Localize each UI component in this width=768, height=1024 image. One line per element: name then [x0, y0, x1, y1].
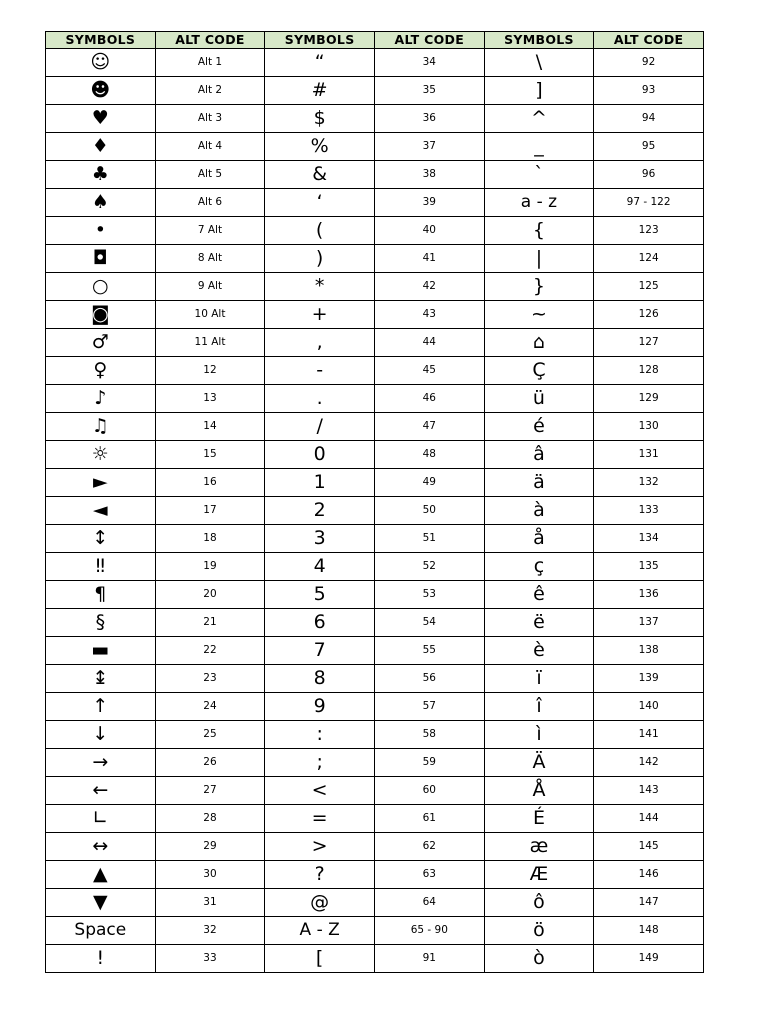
- symbol-cell: 2: [265, 497, 375, 525]
- symbol-cell: ☺: [46, 49, 156, 77]
- symbol-cell: (: [265, 217, 375, 245]
- table-row: [46, 217, 704, 245]
- alt-code-cell: 53: [374, 581, 484, 609]
- header-alt-code-1: ALT CODE: [155, 32, 265, 49]
- table-row: [46, 777, 704, 805]
- alt-code-cell: 142: [594, 749, 704, 777]
- symbol-cell: ▬: [46, 637, 156, 665]
- symbol-cell: à: [484, 497, 594, 525]
- symbol-cell: ♣: [46, 161, 156, 189]
- alt-code-table: [45, 31, 704, 973]
- alt-code-cell: Alt 1: [155, 49, 265, 77]
- symbol-cell: ä: [484, 469, 594, 497]
- symbol-cell: ↑: [46, 693, 156, 721]
- symbol-cell: <: [265, 777, 375, 805]
- symbol-cell: ¶: [46, 581, 156, 609]
- alt-code-cell: 137: [594, 609, 704, 637]
- symbol-cell: ⌂: [484, 329, 594, 357]
- alt-code-cell: 140: [594, 693, 704, 721]
- symbol-cell: ↕: [46, 525, 156, 553]
- alt-code-cell: 34: [374, 49, 484, 77]
- symbol-cell: ♥: [46, 105, 156, 133]
- table-row: [46, 581, 704, 609]
- symbol-cell: {: [484, 217, 594, 245]
- symbol-cell: Å: [484, 777, 594, 805]
- symbol-cell: ;: [265, 749, 375, 777]
- table-row: [46, 441, 704, 469]
- alt-code-cell: 136: [594, 581, 704, 609]
- alt-code-cell: 13: [155, 385, 265, 413]
- alt-code-cell: 40: [374, 217, 484, 245]
- alt-code-cell: 18: [155, 525, 265, 553]
- symbol-cell: ◄: [46, 497, 156, 525]
- alt-code-cell: 139: [594, 665, 704, 693]
- table-row: [46, 889, 704, 917]
- symbol-cell: ~: [484, 301, 594, 329]
- symbol-cell: a - z: [484, 189, 594, 217]
- symbol-cell: %: [265, 133, 375, 161]
- table-row: [46, 189, 704, 217]
- alt-code-cell: Alt 6: [155, 189, 265, 217]
- alt-code-cell: 128: [594, 357, 704, 385]
- symbol-cell: .: [265, 385, 375, 413]
- table-row: [46, 525, 704, 553]
- alt-code-cell: 129: [594, 385, 704, 413]
- table-row: [46, 665, 704, 693]
- symbol-cell: ◘: [46, 245, 156, 273]
- alt-code-cell: 55: [374, 637, 484, 665]
- alt-code-cell: 12: [155, 357, 265, 385]
- symbol-cell: #: [265, 77, 375, 105]
- alt-code-cell: 24: [155, 693, 265, 721]
- header-symbols-1: SYMBOLS: [46, 32, 156, 49]
- alt-code-cell: 8 Alt: [155, 245, 265, 273]
- symbol-cell: 1: [265, 469, 375, 497]
- alt-code-cell: 44: [374, 329, 484, 357]
- symbol-cell: ▼: [46, 889, 156, 917]
- symbol-cell: ►: [46, 469, 156, 497]
- symbol-cell: 4: [265, 553, 375, 581]
- symbol-cell: ↔: [46, 833, 156, 861]
- alt-code-cell: 147: [594, 889, 704, 917]
- symbol-cell: ô: [484, 889, 594, 917]
- alt-code-cell: 144: [594, 805, 704, 833]
- alt-code-cell: 9 Alt: [155, 273, 265, 301]
- alt-code-cell: 126: [594, 301, 704, 329]
- alt-code-cell: 58: [374, 721, 484, 749]
- header-alt-code-3: ALT CODE: [594, 32, 704, 49]
- header-alt-code-2: ALT CODE: [374, 32, 484, 49]
- alt-code-cell: 94: [594, 105, 704, 133]
- symbol-cell: ç: [484, 553, 594, 581]
- table-row: [46, 609, 704, 637]
- alt-code-cell: 96: [594, 161, 704, 189]
- symbol-cell: ^: [484, 105, 594, 133]
- alt-code-cell: 64: [374, 889, 484, 917]
- symbol-cell: \: [484, 49, 594, 77]
- symbol-cell: å: [484, 525, 594, 553]
- symbol-cell: ,: [265, 329, 375, 357]
- symbol-cell: ♦: [46, 133, 156, 161]
- table-row: [46, 497, 704, 525]
- symbol-cell: A - Z: [265, 917, 375, 945]
- alt-code-cell: 33: [155, 945, 265, 973]
- table-row: [46, 805, 704, 833]
- symbol-cell: ö: [484, 917, 594, 945]
- alt-code-cell: 97 - 122: [594, 189, 704, 217]
- alt-code-cell: 20: [155, 581, 265, 609]
- alt-code-cell: 148: [594, 917, 704, 945]
- symbol-cell: ♠: [46, 189, 156, 217]
- table-row: [46, 161, 704, 189]
- alt-code-cell: 43: [374, 301, 484, 329]
- alt-code-cell: 65 - 90: [374, 917, 484, 945]
- symbol-cell: ♪: [46, 385, 156, 413]
- symbol-cell: ♂: [46, 329, 156, 357]
- alt-code-cell: 62: [374, 833, 484, 861]
- table-row: [46, 357, 704, 385]
- alt-code-cell: 22: [155, 637, 265, 665]
- table-row: [46, 917, 704, 945]
- alt-code-cell: 7 Alt: [155, 217, 265, 245]
- alt-code-cell: Alt 5: [155, 161, 265, 189]
- symbol-cell: “: [265, 49, 375, 77]
- table-row: [46, 301, 704, 329]
- symbol-cell: →: [46, 749, 156, 777]
- alt-code-cell: 131: [594, 441, 704, 469]
- symbol-cell: ]: [484, 77, 594, 105]
- alt-code-cell: 28: [155, 805, 265, 833]
- symbol-cell: ë: [484, 609, 594, 637]
- alt-code-cell: 146: [594, 861, 704, 889]
- alt-code-cell: Alt 2: [155, 77, 265, 105]
- symbol-cell: *: [265, 273, 375, 301]
- symbol-cell: +: [265, 301, 375, 329]
- table-row: [46, 245, 704, 273]
- alt-code-cell: 50: [374, 497, 484, 525]
- header-symbols-3: SYMBOLS: [484, 32, 594, 49]
- symbol-cell: ): [265, 245, 375, 273]
- symbol-cell: 3: [265, 525, 375, 553]
- symbol-cell: 8: [265, 665, 375, 693]
- symbol-cell: 6: [265, 609, 375, 637]
- table-row: [46, 721, 704, 749]
- alt-code-cell: 14: [155, 413, 265, 441]
- symbol-cell: ‘: [265, 189, 375, 217]
- alt-code-cell: 16: [155, 469, 265, 497]
- alt-code-cell: 149: [594, 945, 704, 973]
- alt-code-cell: 32: [155, 917, 265, 945]
- symbol-cell: &: [265, 161, 375, 189]
- table-row: [46, 469, 704, 497]
- symbol-cell: ∟: [46, 805, 156, 833]
- table-row: [46, 553, 704, 581]
- symbol-cell: è: [484, 637, 594, 665]
- table-row: [46, 749, 704, 777]
- symbol-cell: =: [265, 805, 375, 833]
- alt-code-cell: 127: [594, 329, 704, 357]
- symbol-cell: _: [484, 133, 594, 161]
- alt-code-cell: 48: [374, 441, 484, 469]
- alt-code-cell: 39: [374, 189, 484, 217]
- alt-code-cell: 93: [594, 77, 704, 105]
- alt-code-cell: 143: [594, 777, 704, 805]
- table-row: [46, 385, 704, 413]
- symbol-cell: ←: [46, 777, 156, 805]
- alt-code-cell: 26: [155, 749, 265, 777]
- table-row: [46, 133, 704, 161]
- header-row: [46, 32, 704, 49]
- alt-code-cell: 47: [374, 413, 484, 441]
- symbol-cell: 7: [265, 637, 375, 665]
- symbol-cell: É: [484, 805, 594, 833]
- table-row: [46, 329, 704, 357]
- alt-code-cell: 60: [374, 777, 484, 805]
- alt-code-cell: 91: [374, 945, 484, 973]
- alt-code-cell: 46: [374, 385, 484, 413]
- symbol-cell: ï: [484, 665, 594, 693]
- alt-code-cell: 31: [155, 889, 265, 917]
- symbol-cell: ↓: [46, 721, 156, 749]
- table-row: [46, 861, 704, 889]
- symbol-cell: ▲: [46, 861, 156, 889]
- symbol-cell: Æ: [484, 861, 594, 889]
- header-symbols-2: SYMBOLS: [265, 32, 375, 49]
- alt-code-cell: 17: [155, 497, 265, 525]
- symbol-cell: ü: [484, 385, 594, 413]
- symbol-cell: -: [265, 357, 375, 385]
- alt-code-cell: 59: [374, 749, 484, 777]
- alt-code-cell: 63: [374, 861, 484, 889]
- alt-code-cell: 37: [374, 133, 484, 161]
- symbol-cell: ◙: [46, 301, 156, 329]
- symbol-cell: ♀: [46, 357, 156, 385]
- alt-code-cell: 15: [155, 441, 265, 469]
- symbol-cell: æ: [484, 833, 594, 861]
- alt-code-cell: 45: [374, 357, 484, 385]
- table-row: [46, 273, 704, 301]
- symbol-cell: 9: [265, 693, 375, 721]
- alt-code-cell: 30: [155, 861, 265, 889]
- alt-code-cell: 92: [594, 49, 704, 77]
- symbol-cell: 0: [265, 441, 375, 469]
- alt-code-cell: 135: [594, 553, 704, 581]
- alt-code-cell: 29: [155, 833, 265, 861]
- symbol-cell: ?: [265, 861, 375, 889]
- alt-code-cell: 11 Alt: [155, 329, 265, 357]
- alt-code-cell: 132: [594, 469, 704, 497]
- alt-code-cell: 21: [155, 609, 265, 637]
- symbol-cell: Ä: [484, 749, 594, 777]
- symbol-cell: !: [46, 945, 156, 973]
- symbol-cell: }: [484, 273, 594, 301]
- table-row: [46, 49, 704, 77]
- alt-code-cell: 49: [374, 469, 484, 497]
- alt-code-cell: Alt 4: [155, 133, 265, 161]
- symbol-cell: Ç: [484, 357, 594, 385]
- symbol-cell: ò: [484, 945, 594, 973]
- table-body: [46, 49, 704, 973]
- alt-code-cell: 36: [374, 105, 484, 133]
- symbol-cell: •: [46, 217, 156, 245]
- table-row: [46, 413, 704, 441]
- table-row: [46, 945, 704, 973]
- alt-code-cell: 141: [594, 721, 704, 749]
- alt-code-cell: 123: [594, 217, 704, 245]
- symbol-cell: |: [484, 245, 594, 273]
- alt-code-cell: 95: [594, 133, 704, 161]
- alt-code-cell: 52: [374, 553, 484, 581]
- symbol-cell: Space: [46, 917, 156, 945]
- alt-code-cell: 145: [594, 833, 704, 861]
- alt-code-cell: 41: [374, 245, 484, 273]
- symbol-cell: ê: [484, 581, 594, 609]
- symbol-cell: ↨: [46, 665, 156, 693]
- alt-code-cell: 130: [594, 413, 704, 441]
- symbol-cell: ☼: [46, 441, 156, 469]
- symbol-cell: î: [484, 693, 594, 721]
- alt-code-cell: 124: [594, 245, 704, 273]
- table-row: [46, 77, 704, 105]
- alt-code-cell: 125: [594, 273, 704, 301]
- table-row: [46, 105, 704, 133]
- symbol-cell: ‼: [46, 553, 156, 581]
- alt-code-cell: 38: [374, 161, 484, 189]
- alt-code-cell: 54: [374, 609, 484, 637]
- alt-code-cell: 10 Alt: [155, 301, 265, 329]
- alt-code-cell: 19: [155, 553, 265, 581]
- symbol-cell: 5: [265, 581, 375, 609]
- symbol-cell: ☻: [46, 77, 156, 105]
- alt-code-cell: 51: [374, 525, 484, 553]
- alt-code-cell: 61: [374, 805, 484, 833]
- symbol-cell: ♫: [46, 413, 156, 441]
- table-row: [46, 693, 704, 721]
- alt-code-cell: 138: [594, 637, 704, 665]
- symbol-cell: `: [484, 161, 594, 189]
- alt-code-cell: 56: [374, 665, 484, 693]
- symbol-cell: §: [46, 609, 156, 637]
- alt-code-cell: 23: [155, 665, 265, 693]
- table-row: [46, 833, 704, 861]
- symbol-cell: /: [265, 413, 375, 441]
- symbol-cell: ì: [484, 721, 594, 749]
- alt-code-cell: 42: [374, 273, 484, 301]
- symbol-cell: ○: [46, 273, 156, 301]
- alt-code-cell: 133: [594, 497, 704, 525]
- symbol-cell: @: [265, 889, 375, 917]
- alt-code-cell: 57: [374, 693, 484, 721]
- alt-code-cell: 134: [594, 525, 704, 553]
- alt-code-cell: 35: [374, 77, 484, 105]
- symbol-cell: [: [265, 945, 375, 973]
- alt-code-cell: Alt 3: [155, 105, 265, 133]
- symbol-cell: â: [484, 441, 594, 469]
- table-row: [46, 637, 704, 665]
- symbol-cell: $: [265, 105, 375, 133]
- alt-code-cell: 25: [155, 721, 265, 749]
- alt-code-cell: 27: [155, 777, 265, 805]
- symbol-cell: :: [265, 721, 375, 749]
- symbol-cell: é: [484, 413, 594, 441]
- symbol-cell: >: [265, 833, 375, 861]
